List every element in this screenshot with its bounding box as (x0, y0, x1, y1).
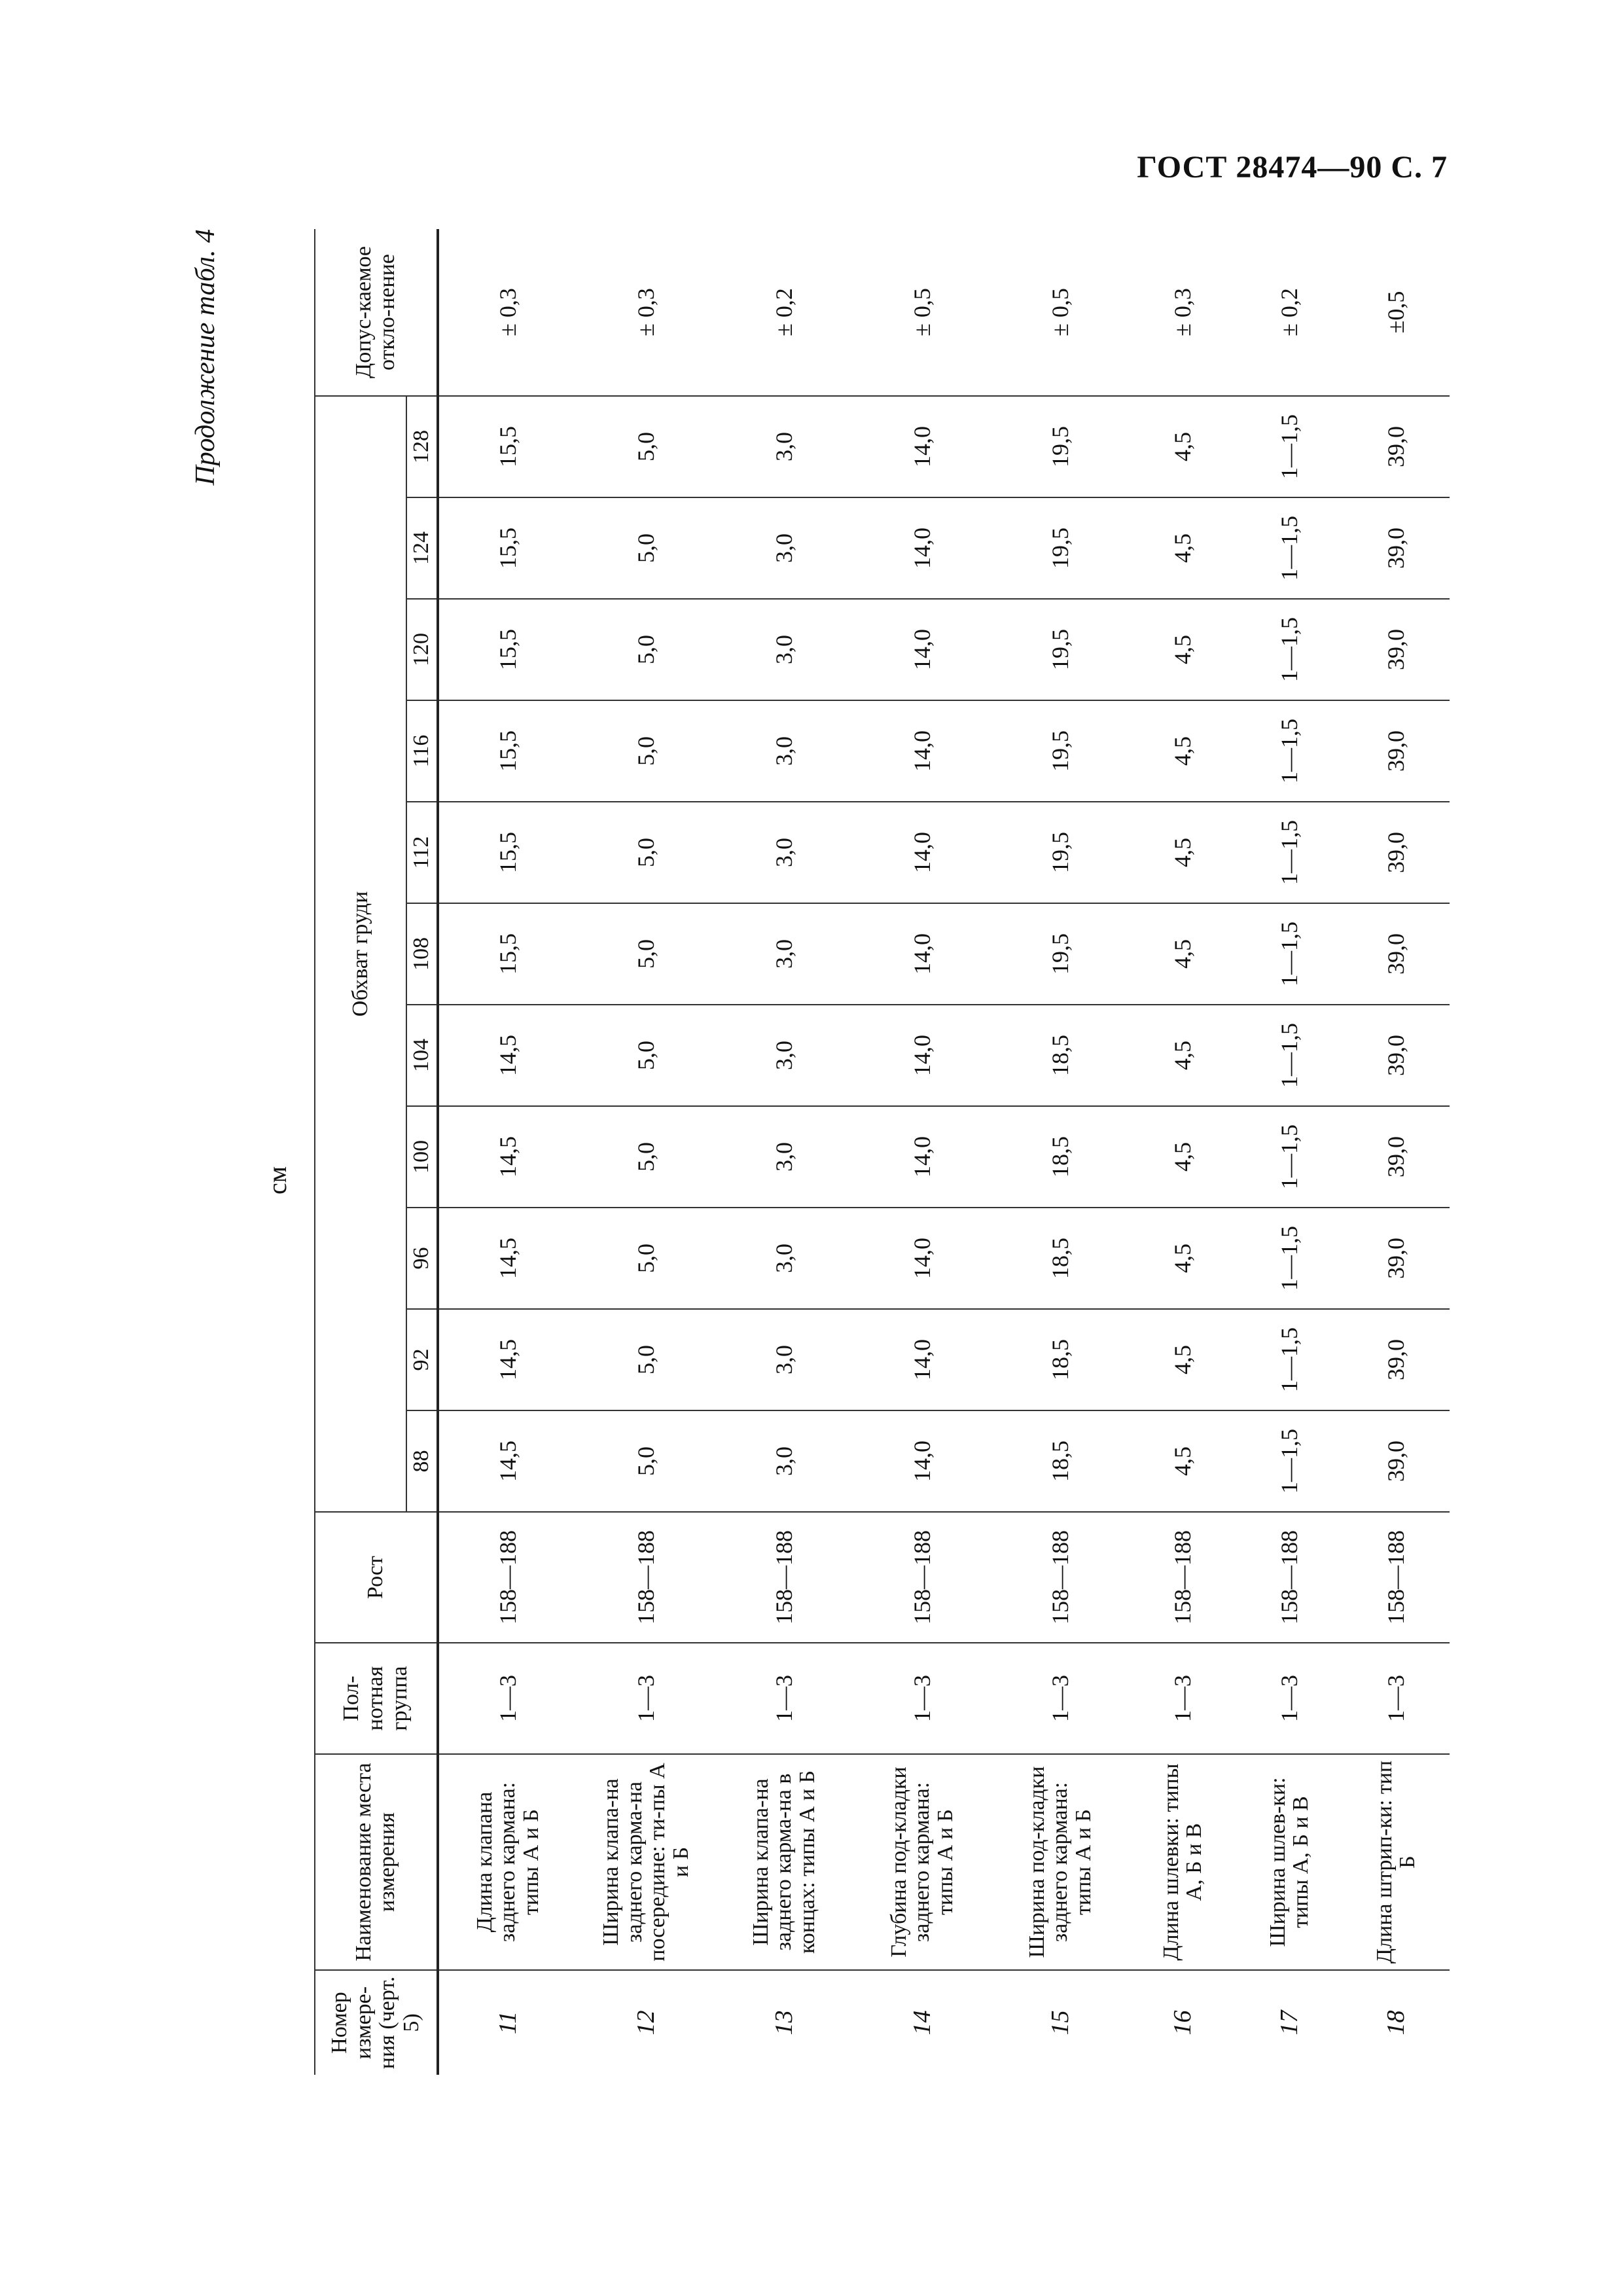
size-value: 14,0 (853, 802, 991, 903)
size-header: 124 (406, 497, 438, 599)
size-value: 19,5 (991, 903, 1130, 1005)
size-value: 1—1,5 (1236, 396, 1343, 497)
table-row (853, 229, 991, 2075)
table-row (715, 229, 853, 2075)
unit-label: см (262, 1166, 292, 1194)
size-value: 14,0 (853, 903, 991, 1005)
size-value: 5,0 (577, 497, 715, 599)
measurement-name: Длина клапана заднего кармана: типы А и Б (438, 1754, 577, 1970)
measurement-name: Длина штрип-ки: тип Б (1343, 1754, 1450, 1970)
size-value: 39,0 (1343, 497, 1450, 599)
table-row (1130, 229, 1236, 2075)
col-header-tolerance: Допус-каемое откло-нение (315, 229, 438, 396)
size-value: 1—1,5 (1236, 1106, 1343, 1208)
measurement-number: 12 (577, 1970, 715, 2075)
size-value: 5,0 (577, 1208, 715, 1309)
size-value: 19,5 (991, 802, 1130, 903)
size-value: 3,0 (715, 1005, 853, 1106)
table-caption: Продолжение табл. 4 (190, 229, 221, 486)
size-value: 3,0 (715, 1106, 853, 1208)
size-value: 5,0 (577, 1410, 715, 1512)
size-value: 5,0 (577, 802, 715, 903)
size-value: 1—1,5 (1236, 1208, 1343, 1309)
size-value: 15,5 (438, 396, 577, 497)
table-row (577, 229, 715, 2075)
height-range: 158—188 (438, 1512, 577, 1643)
page-header: ГОСТ 28474—90 С. 7 (1137, 150, 1448, 185)
size-value: 15,5 (438, 903, 577, 1005)
size-header: 92 (406, 1309, 438, 1410)
measurement-number: 18 (1343, 1970, 1450, 2075)
size-value: 5,0 (577, 599, 715, 700)
tolerance-value: ±0,5 (1343, 229, 1450, 396)
size-value: 5,0 (577, 396, 715, 497)
tolerance-value: ± 0,3 (1130, 229, 1236, 396)
measurement-name: Глубина под-кладки заднего кармана: типы А и Б (853, 1754, 991, 1970)
size-value: 15,5 (438, 700, 577, 802)
size-value: 14,0 (853, 599, 991, 700)
size-value: 3,0 (715, 599, 853, 700)
size-value: 19,5 (991, 599, 1130, 700)
tolerance-value: ± 0,2 (715, 229, 853, 396)
size-value: 14,0 (853, 1106, 991, 1208)
size-value: 39,0 (1343, 1309, 1450, 1410)
size-value: 4,5 (1130, 700, 1236, 802)
size-value: 5,0 (577, 903, 715, 1005)
size-header: 108 (406, 903, 438, 1005)
size-value: 3,0 (715, 903, 853, 1005)
fullness-group: 1—3 (577, 1643, 715, 1754)
fullness-group: 1—3 (438, 1643, 577, 1754)
size-value: 1—1,5 (1236, 903, 1343, 1005)
size-value: 3,0 (715, 1309, 853, 1410)
size-header: 100 (406, 1106, 438, 1208)
size-value: 4,5 (1130, 1208, 1236, 1309)
size-value: 19,5 (991, 497, 1130, 599)
table-body (438, 229, 1450, 2075)
size-value: 39,0 (1343, 1208, 1450, 1309)
size-header: 88 (406, 1410, 438, 1512)
table-row (1343, 229, 1450, 2075)
size-value: 3,0 (715, 1410, 853, 1512)
size-value: 4,5 (1130, 1410, 1236, 1512)
height-range: 158—188 (715, 1512, 853, 1643)
fullness-group: 1—3 (853, 1643, 991, 1754)
size-value: 14,5 (438, 1410, 577, 1512)
col-header-height: Рост (315, 1512, 438, 1643)
table-row (438, 229, 577, 2075)
size-value: 5,0 (577, 1005, 715, 1106)
measurement-number: 16 (1130, 1970, 1236, 2075)
table-row (1236, 229, 1343, 2075)
measurement-name: Ширина клапа-на заднего карма-на в концах: типы А и Б (715, 1754, 853, 1970)
height-range: 158—188 (853, 1512, 991, 1643)
measurement-name: Ширина клапа-на заднего карма-на посередине: ти-пы А и Б (577, 1754, 715, 1970)
rotated-table-area (183, 229, 1420, 2075)
size-value: 1—1,5 (1236, 497, 1343, 599)
height-range: 158—188 (1343, 1512, 1450, 1643)
size-value: 3,0 (715, 802, 853, 903)
size-value: 39,0 (1343, 903, 1450, 1005)
tolerance-value: ± 0,3 (577, 229, 715, 396)
tolerance-value: ± 0,5 (991, 229, 1130, 396)
size-value: 5,0 (577, 1106, 715, 1208)
size-value: 18,5 (991, 1309, 1130, 1410)
size-header: 112 (406, 802, 438, 903)
fullness-group: 1—3 (991, 1643, 1130, 1754)
size-value: 14,0 (853, 1208, 991, 1309)
size-value: 1—1,5 (1236, 1410, 1343, 1512)
size-value: 18,5 (991, 1005, 1130, 1106)
size-value: 14,5 (438, 1309, 577, 1410)
size-value: 3,0 (715, 1208, 853, 1309)
measurement-number: 14 (853, 1970, 991, 2075)
size-value: 14,0 (853, 700, 991, 802)
size-header: 96 (406, 1208, 438, 1309)
measurement-name: Ширина шлев-ки: типы А, Б и В (1236, 1754, 1343, 1970)
size-value: 14,0 (853, 497, 991, 599)
size-value: 18,5 (991, 1208, 1130, 1309)
measurement-number: 15 (991, 1970, 1130, 2075)
table-row (991, 229, 1130, 2075)
size-value: 15,5 (438, 497, 577, 599)
size-value: 1—1,5 (1236, 1309, 1343, 1410)
fullness-group: 1—3 (1130, 1643, 1236, 1754)
size-value: 39,0 (1343, 599, 1450, 700)
size-header: 104 (406, 1005, 438, 1106)
size-value: 19,5 (991, 396, 1130, 497)
col-header-name: Наименование места измерения (315, 1754, 438, 1970)
size-value: 39,0 (1343, 396, 1450, 497)
measurement-number: 13 (715, 1970, 853, 2075)
measurement-name: Ширина под-кладки заднего кармана: типы А и Б (991, 1754, 1130, 1970)
col-header-chest: Обхват груди (315, 396, 406, 1512)
size-value: 3,0 (715, 700, 853, 802)
size-value: 14,5 (438, 1005, 577, 1106)
size-value: 5,0 (577, 700, 715, 802)
size-value: 1—1,5 (1236, 700, 1343, 802)
size-value: 4,5 (1130, 497, 1236, 599)
fullness-group: 1—3 (1343, 1643, 1450, 1754)
size-value: 15,5 (438, 599, 577, 700)
size-value: 39,0 (1343, 802, 1450, 903)
size-value: 4,5 (1130, 1309, 1236, 1410)
size-value: 39,0 (1343, 1106, 1450, 1208)
size-value: 3,0 (715, 396, 853, 497)
col-header-group: Пол-нотная группа (315, 1643, 438, 1754)
col-header-number: Номер измере-ния (черт. 5) (315, 1970, 438, 2075)
tolerance-value: ± 0,2 (1236, 229, 1343, 396)
size-value: 4,5 (1130, 599, 1236, 700)
size-value: 15,5 (438, 802, 577, 903)
height-range: 158—188 (1236, 1512, 1343, 1643)
size-value: 18,5 (991, 1410, 1130, 1512)
measurement-name: Длина шлевки: типы А, Б и В (1130, 1754, 1236, 1970)
tolerance-value: ± 0,5 (853, 229, 991, 396)
size-value: 1—1,5 (1236, 599, 1343, 700)
size-value: 4,5 (1130, 903, 1236, 1005)
height-range: 158—188 (577, 1512, 715, 1643)
size-value: 4,5 (1130, 802, 1236, 903)
size-value: 4,5 (1130, 1106, 1236, 1208)
size-value: 3,0 (715, 497, 853, 599)
size-value: 14,0 (853, 1309, 991, 1410)
height-range: 158—188 (1130, 1512, 1236, 1643)
size-value: 14,0 (853, 1005, 991, 1106)
measurements-table (314, 229, 1450, 2075)
fullness-group: 1—3 (715, 1643, 853, 1754)
measurement-number: 17 (1236, 1970, 1343, 2075)
measurement-number: 11 (438, 1970, 577, 2075)
size-value: 14,5 (438, 1208, 577, 1309)
size-value: 14,5 (438, 1106, 577, 1208)
size-header: 120 (406, 599, 438, 700)
size-value: 14,0 (853, 396, 991, 497)
size-header: 128 (406, 396, 438, 497)
size-value: 19,5 (991, 700, 1130, 802)
size-value: 14,0 (853, 1410, 991, 1512)
size-value: 4,5 (1130, 1005, 1236, 1106)
size-value: 1—1,5 (1236, 802, 1343, 903)
size-value: 1—1,5 (1236, 1005, 1343, 1106)
size-value: 18,5 (991, 1106, 1130, 1208)
tolerance-value: ± 0,3 (438, 229, 577, 396)
size-value: 4,5 (1130, 396, 1236, 497)
height-range: 158—188 (991, 1512, 1130, 1643)
size-value: 39,0 (1343, 700, 1450, 802)
size-header: 116 (406, 700, 438, 802)
size-value: 39,0 (1343, 1410, 1450, 1512)
size-value: 5,0 (577, 1309, 715, 1410)
fullness-group: 1—3 (1236, 1643, 1343, 1754)
size-value: 39,0 (1343, 1005, 1450, 1106)
